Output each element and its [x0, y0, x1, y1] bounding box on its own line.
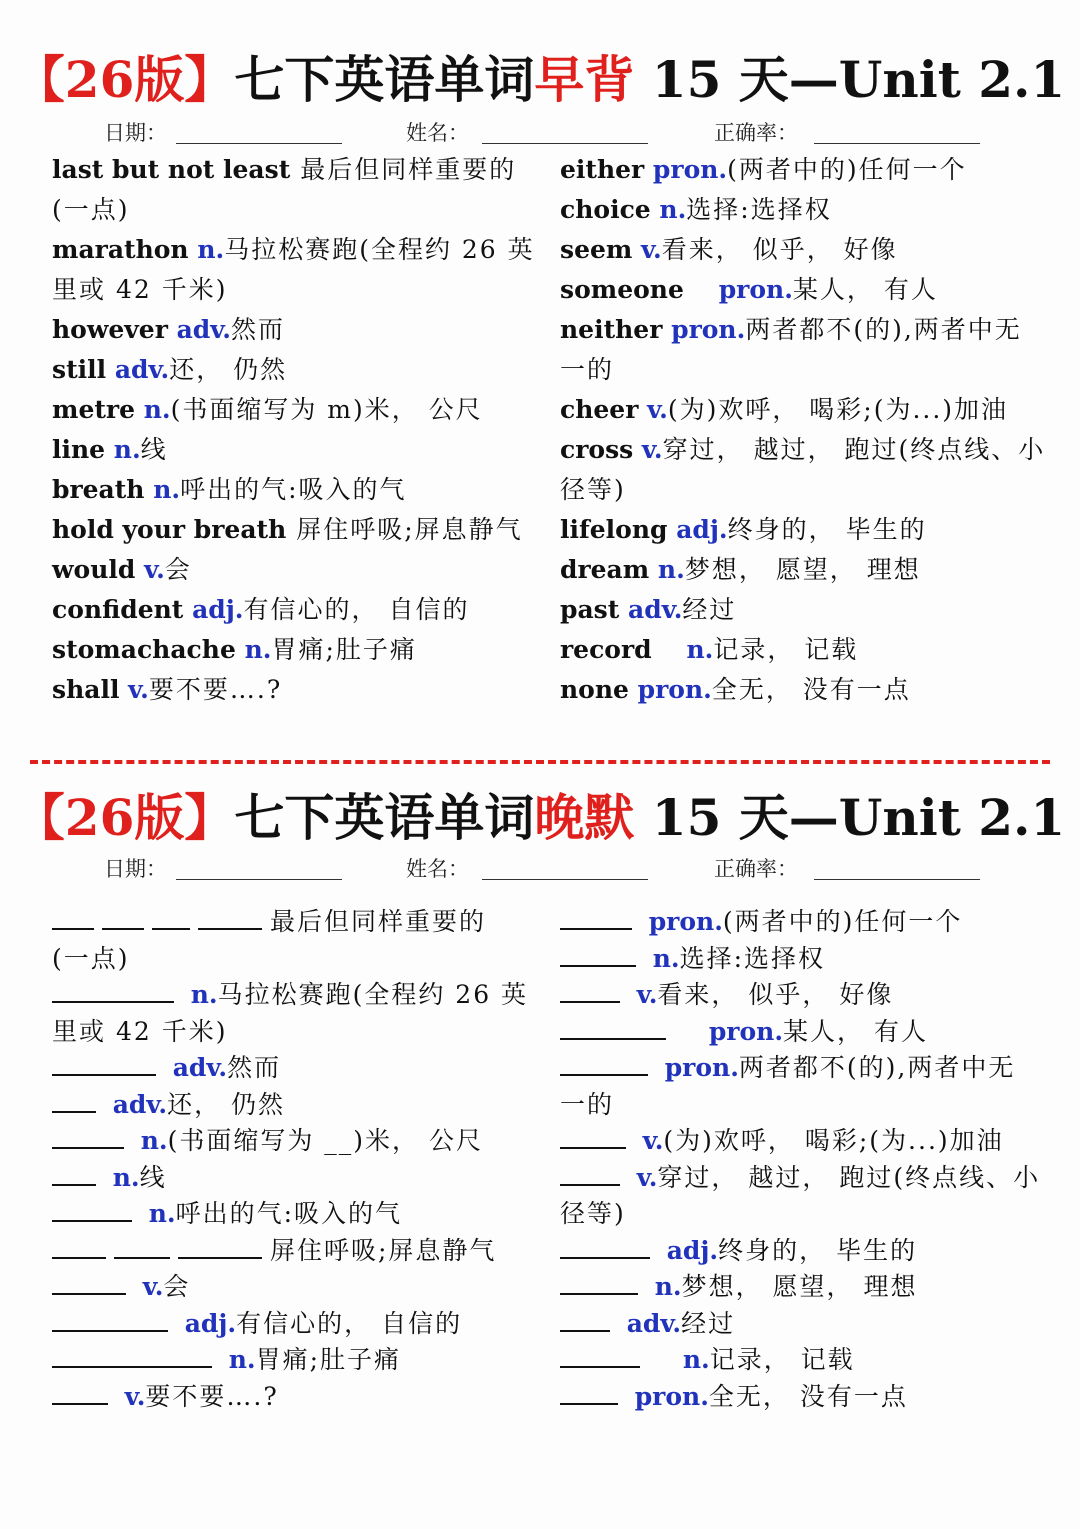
entry-meaning: 看来， 似乎， 好像: [657, 980, 894, 1009]
entry-meaning: 选择:选择权: [679, 943, 826, 973]
entry-meaning: (为)欢呼， 喝彩;(为...)加油: [667, 395, 1009, 424]
entry-word: seem: [560, 235, 633, 264]
vocab-entry: [560, 510, 1040, 550]
vocab-entry: [52, 1233, 532, 1270]
entry-part-of-speech: n.: [646, 1272, 682, 1301]
entry-word: hold your breath: [52, 515, 287, 544]
vocab-entry: [560, 670, 1040, 710]
vocab-entry: [52, 1306, 532, 1343]
entry-meaning: (两者中的)任何一个: [722, 907, 963, 936]
entry-continuation-text: 一的: [560, 355, 615, 384]
answer-blank[interactable]: [52, 906, 94, 930]
entry-meaning: 看来， 似乎， 好像: [661, 235, 898, 264]
accuracy-label: 正确率：: [714, 121, 798, 145]
entry-meaning: 有信心的， 自信的: [243, 595, 470, 624]
name-label: 姓名：: [406, 857, 469, 881]
entry-part-of-speech: adv.: [619, 595, 683, 624]
entry-part-of-speech: adv.: [106, 355, 170, 384]
entry-continuation: [52, 270, 532, 310]
entry-continuation-text: 一的: [560, 1089, 615, 1119]
entry-word: stomachache: [52, 635, 236, 664]
entry-part-of-speech: v.: [638, 395, 668, 424]
vocab-entry: [52, 350, 532, 390]
answer-blank[interactable]: [178, 1235, 262, 1259]
entry-meaning: 线: [139, 1162, 167, 1192]
entry-word: neither: [560, 315, 663, 344]
entry-meaning: 穿过， 越过， 跑过(终点线、小: [662, 435, 1046, 464]
vocab-entry: [52, 590, 532, 630]
entry-word: still: [52, 355, 107, 384]
vocab-entry: [560, 1050, 1040, 1087]
vocab-entry: [52, 1269, 532, 1306]
entry-part-of-speech: n.: [651, 635, 714, 664]
entry-word: breath: [52, 475, 145, 504]
entry-word: would: [52, 555, 136, 584]
date-label: 日期：: [104, 121, 167, 145]
entry-meaning: 两者都不(的),两者中无: [745, 315, 1022, 344]
entry-continuation: [560, 350, 1040, 390]
entry-meaning: (书面缩写为 __)米， 公尺: [167, 1126, 483, 1155]
entry-continuation: [52, 190, 532, 230]
entry-part-of-speech: n.: [648, 1345, 710, 1374]
entry-meaning: 要不要….?: [148, 675, 283, 704]
date-field[interactable]: [176, 879, 342, 880]
entry-word: line: [52, 435, 106, 464]
answer-blank[interactable]: [560, 1271, 638, 1295]
entry-meaning: 胃痛;肚子痛: [255, 1345, 402, 1374]
entry-part-of-speech: pron.: [640, 907, 723, 936]
morning-review-section: [0, 0, 1080, 740]
answer-blank[interactable]: [560, 1308, 610, 1332]
entry-meaning: 胃痛;肚子痛: [271, 635, 417, 664]
answer-blank[interactable]: [152, 906, 190, 930]
vocab-entry: [52, 630, 532, 670]
entry-meaning: 记录， 记载: [713, 635, 859, 664]
entry-part-of-speech: n.: [644, 943, 680, 973]
page-title: [0, 48, 1080, 112]
entry-meaning: 线: [140, 435, 168, 464]
vocab-entry: [52, 1050, 532, 1087]
entry-part-of-speech: v.: [628, 980, 658, 1009]
page-title: [0, 786, 1080, 850]
entry-meaning: 屏住呼吸;屏息静气: [270, 1235, 497, 1265]
name-field[interactable]: [482, 879, 648, 880]
vocab-entry: [52, 1196, 532, 1233]
entry-continuation-text: (一点): [52, 943, 130, 973]
name-label: 姓名：: [406, 121, 469, 145]
answer-blank[interactable]: [52, 1089, 96, 1113]
entry-part-of-speech: n.: [235, 635, 272, 664]
entry-part-of-speech: pron.: [644, 155, 728, 184]
vocab-entry: [560, 941, 1040, 978]
info-row: [0, 853, 1080, 883]
entry-part-of-speech: v.: [628, 1162, 658, 1192]
entry-word: record: [560, 635, 652, 664]
entry-word: cross: [560, 435, 634, 464]
answer-blank[interactable]: [52, 1198, 132, 1222]
dictation-list-right: [560, 904, 1040, 1415]
entry-meaning: 会: [164, 555, 192, 584]
entry-meaning: 马拉松赛跑(全程约 26 英: [224, 235, 535, 264]
entry-continuation-text: (一点): [52, 195, 130, 224]
vocab-entry: [52, 430, 532, 470]
vocab-entry: [560, 1379, 1040, 1416]
entry-meaning: 梦想， 愿望， 理想: [684, 555, 921, 584]
answer-blank[interactable]: [560, 1052, 648, 1076]
entry-part-of-speech: adj.: [183, 595, 244, 624]
entry-meaning: (两者中的)任何一个: [727, 155, 967, 184]
vocab-entry: [560, 190, 1040, 230]
vocab-entry: [560, 1306, 1040, 1343]
vocab-entry: [52, 1160, 532, 1197]
entry-meaning: 然而: [231, 315, 286, 344]
entry-part-of-speech: pron.: [626, 1381, 709, 1411]
vocab-entry: [560, 1160, 1040, 1197]
entry-continuation: [560, 1087, 1040, 1124]
vocab-entry: [560, 904, 1040, 941]
vocab-entry: [52, 1379, 532, 1416]
answer-blank[interactable]: [52, 1162, 96, 1186]
entry-part-of-speech: n.: [144, 475, 181, 504]
vocab-entry: [52, 977, 532, 1014]
date-field[interactable]: [176, 143, 342, 144]
answer-blank[interactable]: [560, 1162, 620, 1186]
entry-part-of-speech: v.: [134, 1272, 164, 1301]
vocab-entry: [560, 1269, 1040, 1306]
title-highlight: 早背: [534, 50, 635, 109]
entry-part-of-speech: n.: [140, 1199, 176, 1228]
answer-blank[interactable]: [560, 1125, 626, 1149]
entry-meaning: 全无， 没有一点: [711, 675, 911, 704]
entry-continuation: [560, 1196, 1040, 1233]
vocab-entry: [560, 230, 1040, 270]
vocab-entry: [560, 590, 1040, 630]
entry-word: none: [560, 675, 629, 704]
entry-word: shall: [52, 675, 120, 704]
entry-meaning: 还， 仍然: [167, 1089, 286, 1119]
answer-blank[interactable]: [560, 1016, 666, 1040]
entry-continuation-text: 里或 42 千米): [52, 275, 228, 304]
entry-part-of-speech: pron.: [662, 315, 746, 344]
entry-part-of-speech: pron.: [656, 1053, 739, 1082]
entry-part-of-speech: n.: [105, 435, 141, 464]
entry-meaning: 记录， 记载: [709, 1345, 855, 1374]
vocab-entry: [560, 150, 1040, 190]
vocab-entry: [52, 1087, 532, 1124]
accuracy-field[interactable]: [814, 879, 980, 880]
entry-part-of-speech: n.: [220, 1345, 256, 1374]
entry-part-of-speech: pron.: [674, 1016, 784, 1046]
dictation-list-left: [52, 904, 532, 1415]
entry-continuation: [560, 470, 1040, 510]
answer-blank[interactable]: [560, 979, 620, 1003]
entry-meaning: 最后但同样重要的: [270, 907, 487, 936]
entry-meaning: 梦想， 愿望， 理想: [681, 1272, 918, 1301]
accuracy-label: 正确率：: [714, 857, 798, 881]
vocab-entry: [52, 510, 532, 550]
entry-word: choice: [560, 195, 651, 224]
vocab-list-left: [52, 150, 535, 710]
entry-part-of-speech: adj.: [176, 1308, 237, 1338]
vocab-entry: [52, 1342, 532, 1379]
entry-meaning: 最后但同样重要的: [290, 155, 517, 184]
entry-part-of-speech: n.: [104, 1162, 140, 1192]
entry-continuation-text: 里或 42 千米): [52, 1016, 228, 1046]
vocab-entry: [560, 1233, 1040, 1270]
vocab-entry: [52, 550, 532, 590]
entry-meaning: 马拉松赛跑(全程约 26 英: [217, 980, 529, 1009]
answer-blank[interactable]: [198, 906, 262, 930]
entry-part-of-speech: adv.: [167, 315, 231, 344]
title-main: 七下英语单词: [234, 788, 535, 847]
entry-continuation-text: 径等): [560, 475, 626, 504]
entry-continuation-text: 径等): [560, 1199, 626, 1228]
vocab-entry: [560, 977, 1040, 1014]
vocab-entry: [52, 390, 532, 430]
entry-part-of-speech: n.: [134, 395, 171, 424]
vocab-entry: [52, 470, 532, 510]
entry-meaning: 还， 仍然: [169, 355, 288, 384]
entry-meaning: 某人， 有人: [792, 275, 938, 304]
entry-part-of-speech: n.: [132, 1126, 168, 1155]
entry-continuation: [52, 1014, 532, 1051]
entry-meaning: 屏住呼吸;屏息静气: [286, 515, 523, 544]
entry-word: last but not least: [52, 155, 291, 184]
entry-meaning: 会: [163, 1272, 191, 1301]
vocab-entry: [52, 150, 532, 190]
entry-part-of-speech: adj.: [658, 1235, 719, 1265]
entry-part-of-speech: pron.: [628, 675, 712, 704]
answer-blank[interactable]: [52, 979, 174, 1003]
entry-word: either: [560, 155, 645, 184]
entry-meaning: 经过: [681, 1308, 736, 1338]
answer-blank[interactable]: [52, 1235, 106, 1259]
entry-meaning: (书面缩写为 m)米， 公尺: [170, 395, 483, 424]
entry-meaning: 终身的， 毕生的: [727, 515, 927, 544]
entry-meaning: (为)欢呼， 喝彩;(为...)加油: [663, 1126, 1004, 1155]
vocab-entry: [52, 1123, 532, 1160]
vocab-list-right: [560, 150, 1046, 710]
entry-part-of-speech: v.: [135, 555, 165, 584]
answer-blank[interactable]: [560, 943, 636, 967]
entry-part-of-speech: n.: [650, 195, 687, 224]
vocab-entry: [52, 230, 535, 270]
entry-part-of-speech: pron.: [683, 275, 793, 304]
entry-part-of-speech: v.: [633, 435, 663, 464]
entry-part-of-speech: n.: [649, 555, 685, 584]
entry-word: past: [560, 595, 620, 624]
entry-part-of-speech: n.: [188, 235, 225, 264]
entry-part-of-speech: v.: [116, 1381, 146, 1411]
info-row: [0, 117, 1080, 147]
entry-word: dream: [560, 555, 650, 584]
entry-part-of-speech: v.: [632, 235, 662, 264]
entry-part-of-speech: n.: [182, 980, 218, 1009]
entry-meaning: 选择:选择权: [686, 195, 832, 224]
entry-word: however: [52, 315, 168, 344]
vocab-entry: [560, 430, 1046, 470]
answer-blank[interactable]: [52, 1308, 168, 1332]
vocab-entry: [560, 390, 1040, 430]
answer-blank[interactable]: [560, 1344, 640, 1368]
answer-blank[interactable]: [52, 1381, 108, 1405]
vocab-entry: [560, 270, 1040, 310]
title-tail: 15 天—Unit 2.1: [634, 788, 1066, 847]
section-divider: [30, 760, 1050, 764]
vocab-entry: [560, 630, 1040, 670]
answer-blank[interactable]: [560, 1235, 650, 1259]
title-highlight: 晚默: [534, 788, 635, 847]
answer-blank[interactable]: [560, 1381, 618, 1405]
vocab-entry: [52, 904, 532, 941]
entry-word: metre: [52, 395, 135, 424]
entry-meaning: 终身的， 毕生的: [718, 1235, 918, 1265]
name-field[interactable]: [482, 143, 648, 144]
entry-meaning: 经过: [682, 595, 737, 624]
evening-dictation-section: [0, 780, 1080, 1520]
entry-meaning: 某人， 有人: [783, 1016, 928, 1046]
entry-word: lifelong: [560, 515, 668, 544]
entry-part-of-speech: adj.: [667, 515, 728, 544]
entry-meaning: 两者都不(的),两者中无: [738, 1053, 1016, 1082]
entry-meaning: 要不要….?: [145, 1381, 279, 1411]
entry-continuation: [52, 941, 532, 978]
answer-blank[interactable]: [114, 1235, 170, 1259]
answer-blank[interactable]: [52, 1125, 124, 1149]
entry-part-of-speech: adv.: [618, 1308, 682, 1338]
accuracy-field[interactable]: [814, 143, 980, 144]
vocab-entry: [560, 1014, 1040, 1051]
date-label: 日期：: [104, 857, 167, 881]
answer-blank[interactable]: [102, 906, 144, 930]
title-version: 【26版】: [14, 788, 235, 847]
title-main: 七下英语单词: [234, 50, 535, 109]
entry-part-of-speech: v.: [119, 675, 149, 704]
title-tail: 15 天—Unit 2.1: [634, 50, 1066, 109]
answer-blank[interactable]: [52, 1271, 126, 1295]
vocab-entry: [560, 310, 1040, 350]
entry-meaning: 有信心的， 自信的: [236, 1308, 463, 1338]
entry-word: marathon: [52, 235, 189, 264]
answer-blank[interactable]: [560, 906, 632, 930]
answer-blank[interactable]: [52, 1344, 212, 1368]
entry-meaning: 全无， 没有一点: [708, 1381, 908, 1411]
entry-meaning: 然而: [227, 1053, 282, 1082]
entry-part-of-speech: adv.: [104, 1089, 168, 1119]
vocab-entry: [52, 310, 532, 350]
title-version: 【26版】: [14, 50, 235, 109]
entry-meaning: 穿过， 越过， 跑过(终点线、小: [657, 1162, 1041, 1192]
answer-blank[interactable]: [52, 1052, 156, 1076]
vocab-entry: [560, 550, 1040, 590]
entry-part-of-speech: adv.: [164, 1053, 228, 1082]
vocab-entry: [52, 670, 532, 710]
entry-meaning: 呼出的气:吸入的气: [175, 1199, 403, 1228]
entry-word: someone: [560, 275, 684, 304]
vocab-entry: [560, 1342, 1040, 1379]
vocab-entry: [560, 1123, 1040, 1160]
entry-word: confident: [52, 595, 184, 624]
entry-meaning: 呼出的气:吸入的气: [180, 475, 407, 504]
entry-part-of-speech: v.: [634, 1126, 664, 1155]
entry-word: cheer: [560, 395, 639, 424]
